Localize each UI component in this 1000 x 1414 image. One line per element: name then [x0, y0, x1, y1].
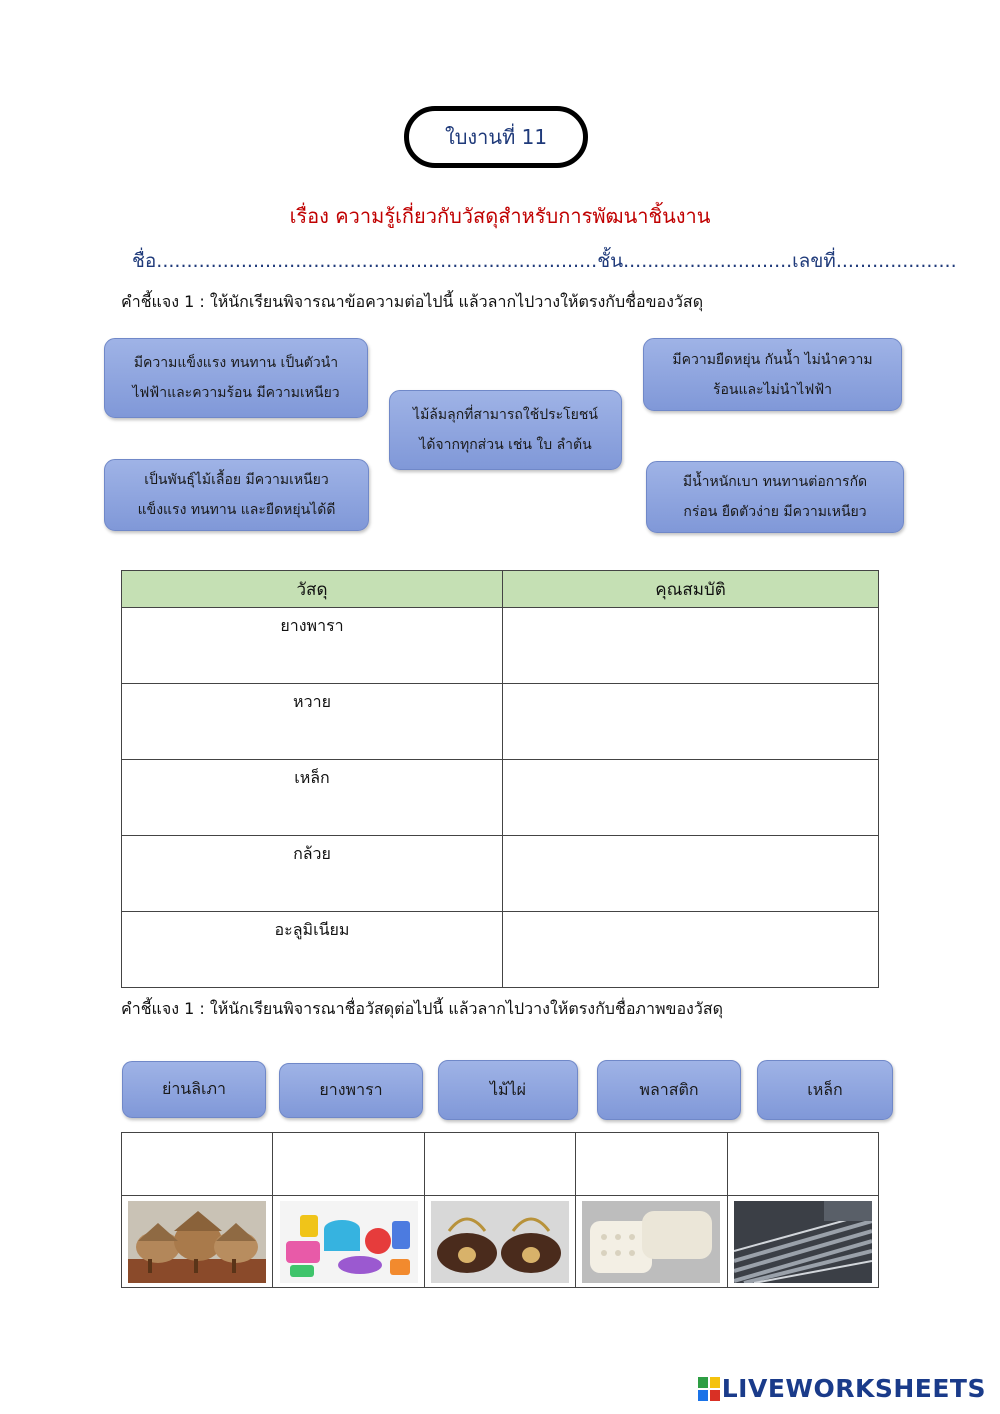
- property-card-3[interactable]: [643, 338, 902, 411]
- image-cell: [424, 1196, 575, 1288]
- logo-text: LIVEWORKSHEETS: [721, 1374, 986, 1403]
- worksheet-subtitle: เรื่อง ความรู้เกี่ยวกับวัสดุสำหรับการพัฒนาชิ้นงาน: [289, 204, 711, 228]
- image-cell: [122, 1196, 273, 1288]
- instruction-1: คำชี้แจง 1 : ให้นักเรียนพิจารณาข้อความต่อไปนี้ แล้วลากไปวางให้ตรงกับชื่อของวัสดุ: [121, 292, 704, 311]
- header-material: วัสดุ: [122, 571, 503, 608]
- table-row: [122, 608, 879, 684]
- woven-handbags-image: [431, 1201, 569, 1283]
- table-row: [122, 760, 879, 836]
- material-chip-2[interactable]: ยางพารา: [279, 1063, 423, 1118]
- wicker-baskets-image: [128, 1201, 266, 1283]
- image-drop-zone[interactable]: [727, 1133, 878, 1196]
- material-chip-3[interactable]: ไม้ไผ่: [438, 1060, 578, 1120]
- worksheet-title-box: [404, 106, 588, 168]
- table-row: [122, 836, 879, 912]
- image-drop-zone[interactable]: [273, 1133, 424, 1196]
- card-line: ไฟฟ้าและความร้อน มีความเหนียว: [132, 385, 340, 401]
- property-drop-zone[interactable]: [503, 836, 879, 912]
- material-chip-5[interactable]: เหล็ก: [757, 1060, 893, 1120]
- image-cell: [727, 1196, 878, 1288]
- property-drop-zone[interactable]: [503, 684, 879, 760]
- image-drop-zone[interactable]: [576, 1133, 727, 1196]
- table-row: [122, 912, 879, 988]
- worksheet-title: ใบงานที่ 11: [444, 125, 548, 149]
- card-line: แข็งแรง ทนทาน และยืดหยุ่นได้ดี: [137, 502, 336, 518]
- instruction-2: คำชี้แจง 1 : ให้นักเรียนพิจารณาชื่อวัสดุต่อไปนี้ แล้วลากไปวางให้ตรงกับชื่อภาพของวัสดุ: [121, 999, 724, 1018]
- material-chip-1[interactable]: ย่านลิเภา: [122, 1061, 266, 1118]
- image-drop-zone[interactable]: [122, 1133, 273, 1196]
- latex-pillows-image: [582, 1201, 720, 1283]
- property-drop-zone[interactable]: [503, 608, 879, 684]
- liveworksheets-logo: [698, 1374, 986, 1403]
- card-line: กร่อน ยืดตัวง่าย มีความเหนียว: [683, 504, 867, 520]
- steel-bars-image: [734, 1201, 872, 1283]
- plastic-ware-image: [280, 1201, 418, 1283]
- header-property: คุณสมบัติ: [503, 571, 879, 608]
- table-row: [122, 684, 879, 760]
- material-name: กล้วย: [122, 836, 503, 912]
- property-drop-zone[interactable]: [503, 912, 879, 988]
- material-chip-4[interactable]: พลาสติก: [597, 1060, 741, 1120]
- property-drop-zone[interactable]: [503, 760, 879, 836]
- image-cell: [576, 1196, 727, 1288]
- material-name: อะลูมิเนียม: [122, 912, 503, 988]
- property-card-5[interactable]: [646, 461, 904, 533]
- card-line: เป็นพันธุ์ไม้เลื้อย มีความเหนียว: [144, 472, 329, 488]
- card-line: ได้จากทุกส่วน เช่น ใบ ลำต้น: [419, 437, 592, 453]
- property-card-2[interactable]: [389, 390, 622, 470]
- material-name: หวาย: [122, 684, 503, 760]
- image-drop-zone[interactable]: [424, 1133, 575, 1196]
- card-line: มีความแข็งแรง ทนทาน เป็นตัวนำ: [133, 355, 339, 371]
- card-line: ไม้ล้มลุกที่สามารถใช้ประโยชน์: [413, 407, 598, 423]
- student-info-line: ชื่อ.........................................................................ชั้น............................เลขที่....................: [132, 250, 957, 272]
- material-name: ยางพารา: [122, 608, 503, 684]
- image-match-table: [121, 1132, 879, 1288]
- property-card-4[interactable]: [104, 459, 369, 531]
- live-logo-icon: [698, 1377, 720, 1401]
- material-property-table: [121, 570, 879, 988]
- card-line: มีน้ำหนักเบา ทนทานต่อการกัด: [682, 474, 868, 490]
- material-name: เหล็ก: [122, 760, 503, 836]
- card-line: ร้อนและไม่นำไฟฟ้า: [712, 381, 833, 398]
- property-card-1[interactable]: [104, 338, 368, 418]
- image-cell: [273, 1196, 424, 1288]
- card-line: มีความยืดหยุ่น กันน้ำ ไม่นำความ: [672, 351, 873, 368]
